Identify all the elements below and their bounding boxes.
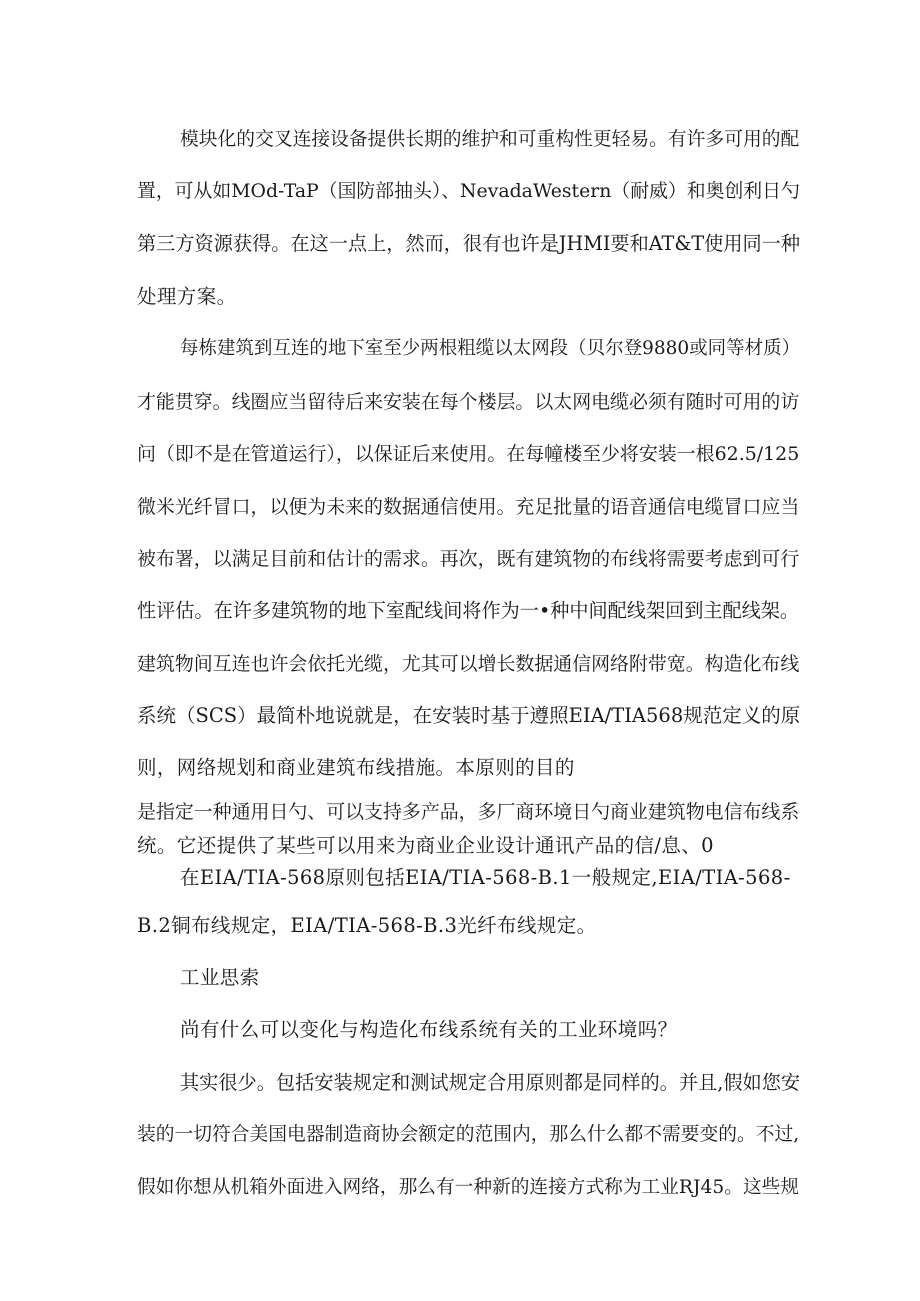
text-line: 其实很少。包括安装规定和测试规定合用原则都是同样的。并且,假如您安	[180, 1071, 801, 1094]
text-line: 才能贯穿。线圈应当留待后来安装在每个楼层。以太网电缆必须有随时可用的访	[137, 391, 800, 413]
text-line: 在EIA/TIA-568原则包括EIA/TIA-568-B.1一般规定,EIA/TIA-568-	[180, 866, 791, 889]
text-line: 是指定一种通用日勺、可以支持多产品，多厂商环境日勺商业建筑物电信布线系	[137, 801, 800, 823]
text-line: B.2铜布线规定，EIA/TIA-568-B.3光纤布线规定。	[137, 914, 597, 937]
text-line: 性评估。在许多建筑物的地下室配线间将作为一•种中间配线架回到主配线架。	[137, 599, 800, 622]
text-line: 则，网络规划和商业建筑布线措施。本原则的目的	[137, 756, 575, 779]
text-line: 置，可从如MOd-TaP（国防部抽头）、NevadaWestern（耐威）和奥创利日勺	[137, 181, 800, 202]
text-line: 统。它还提供了某些可以用来为商业企业设计通讯产品的信/息、0	[137, 834, 714, 857]
text-line: 尚有什么可以变化与构造化布线系统有关的工业环境吗？	[180, 1018, 678, 1041]
text-line: 被布署，以满足目前和估计的需求。再次，既有建筑物的布线将需要考虑到可行	[137, 548, 800, 570]
text-line: 模块化的交叉连接设备提供长期的维护和可重构性更轻易。有许多可用的配	[180, 129, 800, 150]
text-line: 处理方案。	[137, 285, 237, 308]
text-line: 问（即不是在管道运行），以保证后来使用。在每幢楼至少将安装一根62.5/125	[137, 443, 800, 465]
text-line: 系统（SCS）最简朴地说就是，在安装时基于遵照EIA/TIA568规范定义的原	[137, 704, 801, 727]
text-line: 第三方资源获得。在这一点上，然而，很有也许是JHMI要和AT&T使用同一种	[137, 232, 801, 255]
text-line: 每栋建筑到互连的地下室至少两根粗缆以太网段（贝尔登9880或同等材质）	[180, 338, 801, 359]
section-heading: 工业思索	[180, 966, 260, 989]
text-line: 假如你想从机箱外面进入网络，那么有一种新的连接方式称为工业RJ45。这些规	[137, 1177, 800, 1198]
text-line: 微米光纤冒口，以便为未来的数据通信使用。充足批量的语音通信电缆冒口应当	[137, 496, 800, 518]
text-line: 建筑物间互连也许会依托光缆，尤其可以增长数据通信网络附带宽。构造化布线	[137, 653, 800, 675]
text-line: 装的一切符合美国电器制造商协会额定的范围内，那么什么都不需要变的。不过,	[137, 1124, 800, 1145]
